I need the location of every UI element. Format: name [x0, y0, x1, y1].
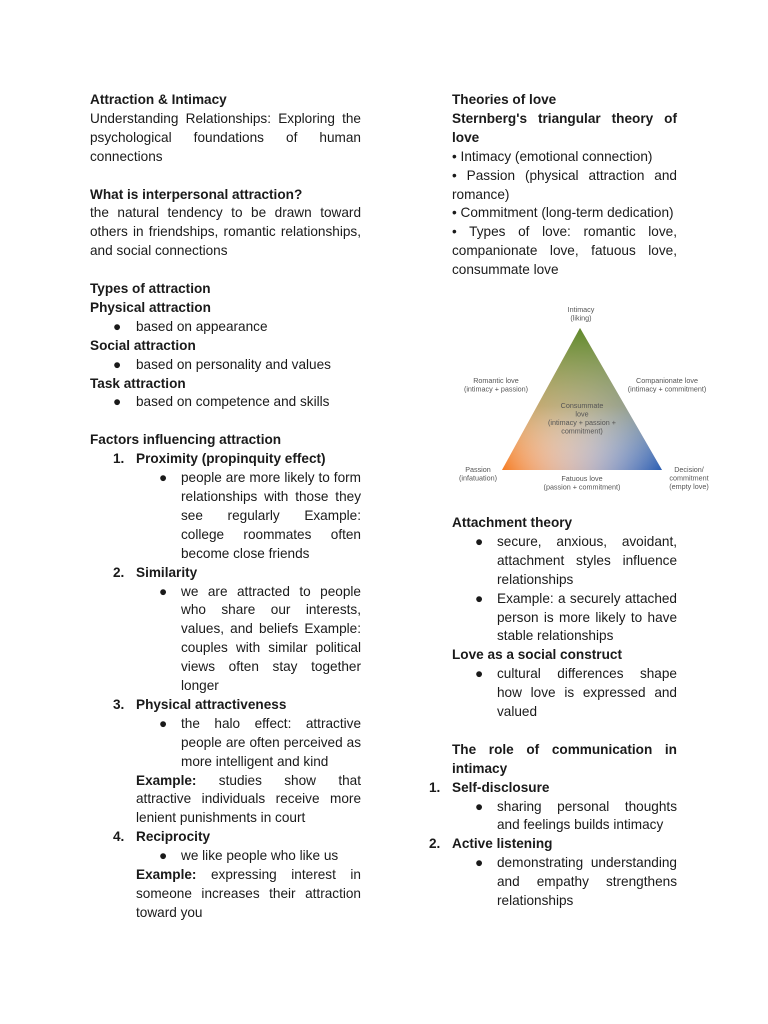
factor-heading: 1. Proximity (propinquity effect) — [113, 451, 326, 467]
example-text: Example: studies show that attractive individuals receive more lenient punishments in court — [136, 772, 361, 826]
sternberg-item: • Passion (physical attraction and romance) — [452, 167, 677, 202]
label-passion: Passion (infatuation) — [459, 465, 497, 483]
attachment-heading: Attachment theory — [452, 515, 573, 530]
label-consummate: Consummate love (intimacy + passion + commitment) — [548, 401, 616, 436]
comm-heading: 2. Active listening — [429, 836, 553, 852]
type-heading: Task attraction — [90, 375, 186, 391]
list-item: ● based on competence and skills — [90, 393, 361, 412]
bullet-icon: ● — [475, 533, 484, 549]
factor-heading: 4. Reciprocity — [113, 829, 211, 845]
sternberg-heading: Sternberg's triangular theory of love — [452, 110, 677, 145]
bullet-icon: ● — [475, 666, 484, 682]
sternberg-item: • Intimacy (emotional connection) — [452, 148, 653, 164]
factor-heading: 2. Similarity — [113, 564, 198, 580]
definition-text: the natural tendency to be drawn toward others in friendships, romantic relationships, and social connections — [90, 205, 361, 259]
doc-title: Attraction & Intimacy — [90, 92, 227, 107]
list-item: ● secure, anxious, avoidant, attachment styles influence relationships — [475, 533, 677, 587]
label-intimacy: Intimacy (liking) — [567, 305, 595, 323]
label-romantic: Romantic love (intimacy + passion) — [463, 376, 529, 394]
list-item: ● based on personality and values — [90, 356, 361, 375]
left-column — [90, 91, 361, 923]
factors-heading: Factors influencing attraction — [90, 432, 282, 448]
bullet-icon: ● — [475, 590, 484, 606]
types-heading: Types of attraction — [90, 281, 211, 297]
list-item: ● sharing personal thoughts and feelings builds intimacy — [475, 798, 677, 833]
question-heading: What is interpersonal attraction? — [90, 186, 303, 202]
bullet-icon: ● — [159, 848, 168, 864]
list-item: ● we like people who like us — [136, 847, 361, 866]
bullet-icon: ● — [159, 470, 168, 486]
example-text: Example: expressing interest in someone increases their attraction toward you — [136, 867, 361, 920]
label-commitment: Decision/ commitment (empty love) — [669, 465, 709, 491]
theories-heading: Theories of love — [452, 92, 557, 107]
bullet-icon: ● — [113, 318, 122, 334]
intro-text: Understanding Relationships: Exploring the psychological foundations of human connections — [90, 110, 361, 164]
social-heading: Love as a social construct — [452, 647, 622, 663]
list-item: ● based on appearance — [90, 318, 361, 337]
bullet-icon: ● — [159, 583, 168, 599]
comm-heading: 1. Self-disclosure — [429, 779, 550, 795]
list-item: ● people are more likely to form relationships with those they see regularly Example: college roommates often become close friends — [159, 470, 361, 561]
type-heading: Physical attraction — [90, 299, 211, 315]
communication-heading: The role of communication in intimacy — [452, 741, 677, 776]
list-item: ● the halo effect: attractive people are often perceived as more intelligent and kind — [159, 715, 361, 769]
triangle-top-shade — [502, 328, 662, 470]
label-companionate: Companionate love (intimacy + commitment) — [627, 376, 707, 394]
bullet-icon: ● — [113, 356, 122, 372]
sternberg-item: • Commitment (long-term dedication) — [452, 205, 674, 221]
bullet-icon: ● — [475, 855, 484, 871]
bullet-icon: ● — [159, 715, 168, 731]
right-column-lower — [429, 514, 677, 911]
love-triangle-diagram — [452, 300, 714, 500]
type-heading: Social attraction — [90, 337, 196, 353]
bullet-icon: ● — [113, 394, 122, 410]
right-column — [452, 91, 677, 280]
label-fatuous: Fatuous love (passion + commitment) — [543, 474, 621, 492]
list-item: ● demonstrating understanding and empathy strengthens relationships — [475, 855, 677, 909]
sternberg-item: • Types of love: romantic love, companionate love, fatuous love, consummate love — [452, 224, 677, 278]
factor-heading: 3. Physical attractiveness — [113, 696, 287, 712]
list-item: ● we are attracted to people who share our interests, values, and beliefs Example: couples with similar political views often stay together longer — [159, 583, 361, 694]
bullet-icon: ● — [475, 798, 484, 814]
list-item: ● Example: a securely attached person is more likely to have stable relationships — [475, 590, 677, 644]
list-item: ● cultural differences shape how love is expressed and valued — [475, 666, 677, 720]
